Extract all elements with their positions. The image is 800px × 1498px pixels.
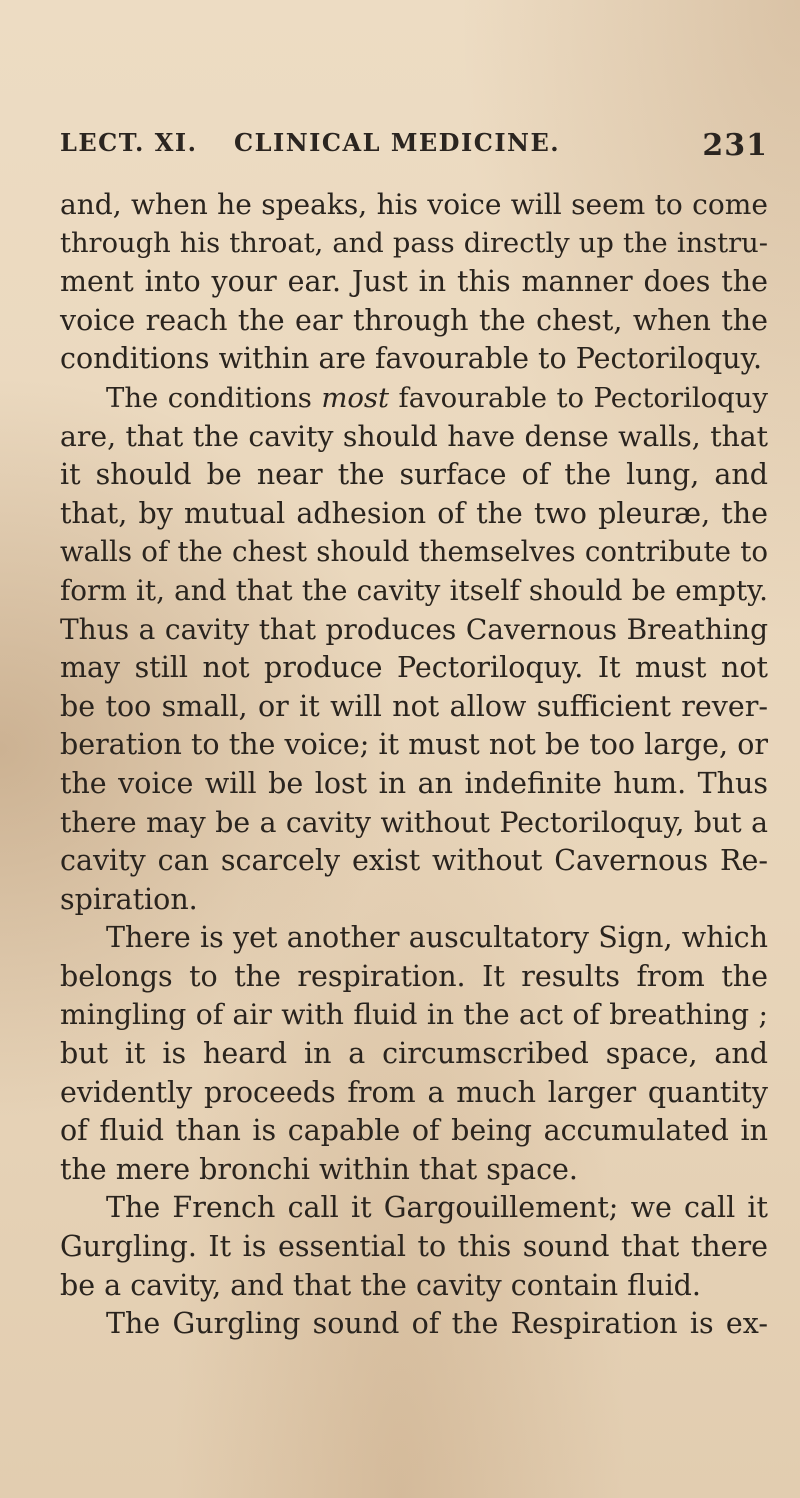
text-line: Thus a cavity that produces Cavernous Breathing — [60, 612, 768, 646]
text-line: mingling of air with fluid in the act of breathing ; — [60, 998, 768, 1032]
page-number: 231 — [702, 128, 768, 163]
text-line: but it is heard in a circumscribed space, and — [60, 1037, 768, 1071]
text-line: it should be near the surface of the lung, and — [60, 458, 768, 492]
text-line: ment into your ear. Just in this manner does the — [60, 265, 768, 299]
text-line: The Gurgling sound of the Respiration is ex- — [106, 1307, 768, 1341]
text-line: Gurgling. It is essential to this sound that there — [60, 1230, 768, 1264]
text-line: are, that the cavity should have dense walls, that — [60, 419, 768, 453]
text-line: be a cavity, and that the cavity contain fluid. — [60, 1268, 701, 1302]
text-line: There is yet another auscultatory Sign, which — [106, 921, 768, 955]
body-text — [60, 186, 768, 1344]
text-line: belongs to the respiration. It results from the — [60, 959, 768, 993]
text-line: conditions within are favourable to Pectoriloquy. — [60, 342, 763, 376]
text-line: evidently proceeds from a much larger quantity — [60, 1075, 768, 1109]
text-line: The conditions most favourable to Pectoriloquy — [106, 381, 768, 414]
text-line: of fluid than is capable of being accumulated in — [60, 1114, 768, 1148]
text-line: beration to the voice; it must not be too large, or — [60, 728, 768, 762]
text-line: and, when he speaks, his voice will seem to come — [60, 188, 768, 221]
running-header — [60, 128, 768, 168]
lecture-number: LECT. XI. — [60, 128, 198, 157]
text-line: may still not produce Pectoriloquy. It must not — [60, 651, 768, 685]
text-line: cavity can scarcely exist without Cavernous Re- — [60, 844, 768, 878]
text-line: through his throat, and pass directly up the instru- — [60, 227, 768, 259]
text-line: voice reach the ear through the chest, when the — [60, 303, 768, 337]
text-line: be too small, or it will not allow sufficient rever- — [60, 689, 768, 723]
text-line: there may be a cavity without Pectoriloquy, but a — [60, 805, 768, 839]
text-line: the voice will be lost in an indefinite hum. Thus — [60, 766, 768, 800]
text-line: The French call it Gargouillement; we call it — [106, 1191, 768, 1225]
text-line: spiration. — [60, 882, 198, 916]
text-line: the mere bronchi within that space. — [60, 1152, 578, 1186]
text-line: walls of the chest should themselves contribute to — [60, 535, 768, 569]
text-line: that, by mutual adhesion of the two pleuræ, the — [60, 496, 768, 530]
running-title: CLINICAL MEDICINE. — [234, 128, 561, 157]
text-line: form it, and that the cavity itself should be empty. — [60, 573, 768, 607]
